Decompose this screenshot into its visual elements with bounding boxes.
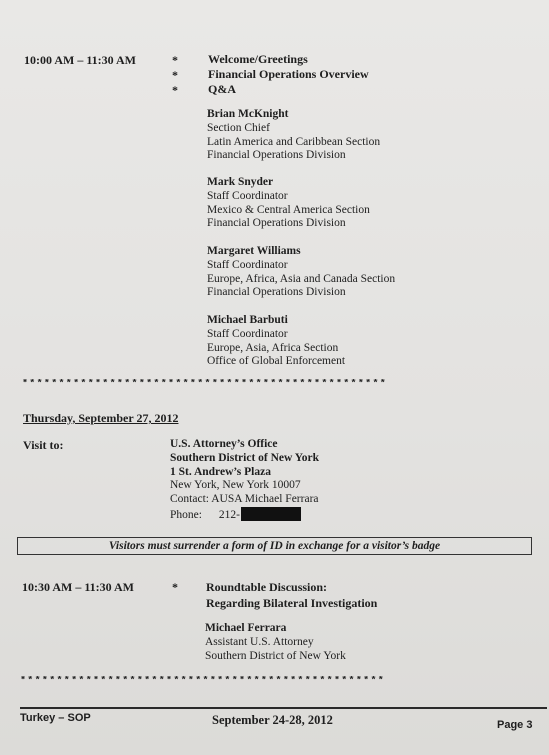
speaker-block: [207, 245, 395, 300]
speaker-section: Europe, Asia, Africa Section: [207, 341, 339, 354]
contact-line: Contact: AUSA Michael Ferrara: [170, 493, 319, 506]
phone-line: [170, 507, 319, 523]
footer-page-number: Page 3: [497, 719, 533, 731]
speaker-title: Section Chief: [207, 121, 270, 134]
city-address: New York, New York 10007: [170, 479, 301, 492]
bullet: *: [172, 83, 178, 97]
district-name: Southern District of New York: [170, 451, 320, 464]
phone-label: Phone:: [170, 508, 202, 521]
session2-time: 10:30 AM – 11:30 AM: [22, 580, 134, 594]
footer-dates: September 24-28, 2012: [212, 713, 333, 727]
speaker-name: Michael Barbuti: [207, 314, 288, 326]
office-name: U.S. Attorney’s Office: [170, 438, 278, 450]
speaker-name: Mark Snyder: [207, 176, 274, 188]
speaker-division: Financial Operations Division: [207, 286, 346, 299]
street-address: 1 St. Andrew’s Plaza: [170, 465, 271, 478]
redaction-block: [241, 507, 301, 521]
agenda-item: Q&A: [208, 82, 236, 96]
speaker-section: Europe, Africa, Asia and Canada Section: [207, 272, 396, 285]
speaker-section: Mexico & Central America Section: [207, 203, 370, 216]
id-notice: Visitors must surrender a form of ID in exchange for a visitor’s badge: [17, 537, 532, 555]
separator-line: **************************************************: [22, 379, 388, 390]
speaker-title: Assistant U.S. Attorney: [205, 635, 314, 648]
speaker-block: [207, 108, 380, 163]
agenda-item: Roundtable Discussion:: [206, 580, 328, 594]
visit-address: [170, 438, 319, 523]
speaker-name: Michael Ferrara: [205, 622, 287, 634]
day-heading: Thursday, September 27, 2012: [23, 411, 179, 425]
speaker-division: Office of Global Enforcement: [207, 355, 346, 368]
speaker-title: Staff Coordinator: [207, 327, 288, 340]
agenda-item: Regarding Bilateral Investigation: [206, 596, 378, 610]
speaker-section: Latin America and Caribbean Section: [207, 135, 381, 148]
speaker-block: [207, 314, 345, 369]
agenda-item: Welcome/Greetings: [208, 52, 308, 66]
separator-line: **************************************************: [20, 676, 386, 687]
visit-label: Visit to:: [23, 438, 64, 452]
speaker-title: Staff Coordinator: [207, 258, 288, 271]
bullet: *: [172, 53, 178, 67]
speaker-division: Financial Operations Division: [207, 217, 346, 230]
speaker-title: Staff Coordinator: [207, 189, 288, 202]
speaker-name: Brian McKnight: [207, 108, 289, 120]
footer-rule: [20, 707, 547, 709]
speaker-name: Margaret Williams: [207, 245, 301, 257]
speaker-division: Financial Operations Division: [207, 149, 346, 162]
speaker-section: Southern District of New York: [205, 649, 346, 662]
phone-prefix: 212-: [218, 508, 240, 521]
speaker-block: [207, 176, 370, 231]
agenda-item: Financial Operations Overview: [208, 67, 369, 81]
bullet: *: [172, 68, 178, 82]
speaker-block: [205, 622, 346, 663]
footer-document-name: Turkey – SOP: [20, 712, 91, 724]
bullet: *: [172, 580, 178, 594]
session1-time: 10:00 AM – 11:30 AM: [24, 53, 136, 67]
